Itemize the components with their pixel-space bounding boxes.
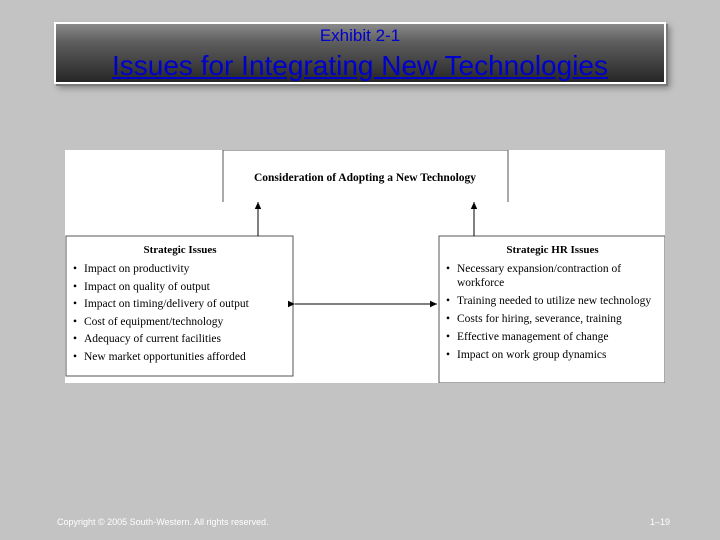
list-item-text: Training needed to utilize new technology [457, 295, 652, 307]
list-item [73, 297, 295, 311]
strategic-hr-issues-heading: Strategic HR Issues [506, 244, 599, 256]
bullet-icon: • [73, 350, 78, 363]
slide-title: Issues for Integrating New Technologies [112, 50, 608, 81]
list-item-text: Impact on work group dynamics [457, 349, 607, 361]
strategic-issues-list [73, 262, 295, 367]
bullet-icon: • [446, 313, 451, 325]
bullet-icon: • [73, 315, 78, 328]
bullet-icon: • [446, 349, 451, 361]
bullet-icon: • [446, 331, 451, 343]
list-item-text: Cost of equipment/technology [84, 315, 224, 328]
list-item-text: Impact on timing/delivery of output [84, 298, 249, 310]
list-item-text: Costs for hiring, severance, training [457, 313, 622, 325]
list-item-text: New market opportunities afforded [84, 350, 246, 363]
list-item [73, 350, 295, 364]
list-item [446, 312, 661, 326]
bullet-icon: • [446, 263, 451, 275]
diagram-figure [65, 150, 665, 383]
bullet-icon: • [73, 333, 78, 345]
list-item [446, 330, 661, 344]
copyright-notice: Copyright © 2005 South-Western. All rights reserved. [57, 517, 269, 527]
list-item [446, 294, 661, 308]
strategic-issues-heading: Strategic Issues [143, 244, 217, 256]
list-item [73, 332, 295, 346]
bullet-icon: • [73, 298, 78, 310]
list-item-text: Necessary expansion/contraction of workforce [457, 263, 622, 289]
page-number: 1–19 [649, 517, 670, 527]
title-banner [54, 22, 666, 84]
list-item-text: Effective management of change [457, 331, 609, 343]
list-item [73, 262, 295, 276]
list-item-text: Impact on quality of output [84, 280, 210, 293]
bullet-icon: • [446, 295, 451, 307]
list-item [73, 315, 295, 329]
exhibit-label: Exhibit 2-1 [319, 26, 401, 45]
list-item [446, 348, 661, 362]
list-item [73, 280, 295, 294]
list-item [446, 262, 661, 290]
bullet-icon: • [73, 280, 78, 293]
list-item-text: Adequacy of current facilities [84, 333, 221, 345]
bullet-icon: • [73, 263, 78, 275]
list-item-text: Impact on productivity [84, 263, 190, 275]
strategic-hr-issues-list [446, 262, 661, 366]
top-box-title: Consideration of Adopting a New Technology [253, 172, 477, 184]
